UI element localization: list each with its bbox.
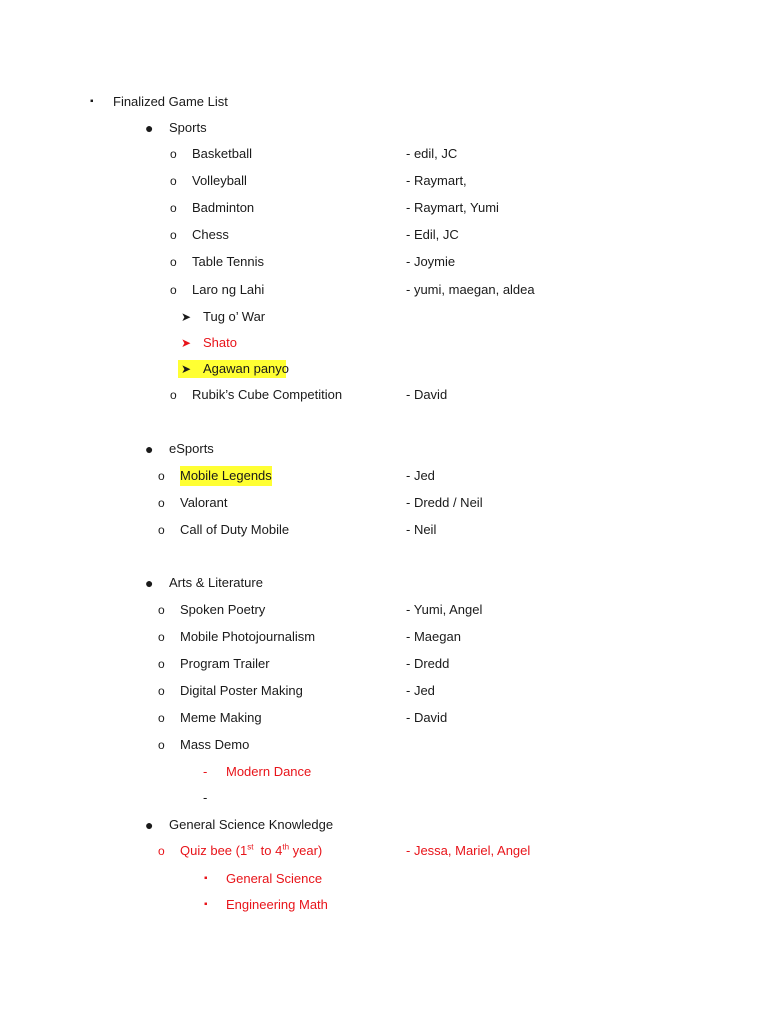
circle-bullet-icon: o xyxy=(158,657,165,671)
sub-list-item xyxy=(0,307,768,327)
event-name: Valorant xyxy=(180,495,228,510)
sub-list-item xyxy=(0,788,768,808)
quiz-name-prefix: Quiz bee (1 xyxy=(180,843,248,858)
sub-list-item xyxy=(0,869,768,889)
section-label: Sports xyxy=(169,120,207,135)
section-sports-heading xyxy=(0,118,768,138)
event-assignee: - Jessa, Mariel, Angel xyxy=(406,843,531,858)
dash-bullet-icon: - xyxy=(203,790,208,805)
event-name: Chess xyxy=(192,227,229,242)
event-assignee: - Raymart, Yumi xyxy=(406,200,499,215)
circle-bullet-icon: o xyxy=(170,147,177,161)
quiz-name-suffix: year) xyxy=(289,843,323,858)
event-name: Meme Making xyxy=(180,710,262,725)
sub-event-name: Agawan panyo xyxy=(203,361,290,376)
list-item xyxy=(0,681,768,701)
sub-event-name: General Science xyxy=(226,871,323,886)
section-esports-heading xyxy=(0,439,768,459)
list-item xyxy=(0,735,768,755)
sub-list-item xyxy=(0,762,768,782)
circle-bullet-icon: o xyxy=(158,844,165,858)
sub-event-name: Engineering Math xyxy=(226,897,328,912)
event-assignee: - Joymie xyxy=(406,254,456,269)
sub-list-item xyxy=(0,359,768,379)
dot-bullet-icon: ● xyxy=(145,817,154,833)
circle-bullet-icon: o xyxy=(170,255,177,269)
circle-bullet-icon: o xyxy=(158,496,165,510)
sub-event-name: Tug o’ War xyxy=(203,309,266,324)
sub-list-item xyxy=(0,333,768,353)
event-name: Rubik’s Cube Competition xyxy=(192,387,343,402)
list-item xyxy=(0,841,768,861)
circle-bullet-icon: o xyxy=(170,283,177,297)
sub-event-name: Modern Dance xyxy=(226,764,312,779)
section-science-heading xyxy=(0,815,768,835)
circle-bullet-icon: o xyxy=(158,630,165,644)
circle-bullet-icon: o xyxy=(158,603,165,617)
circle-bullet-icon: o xyxy=(158,738,165,752)
event-name: Basketball xyxy=(192,146,252,161)
event-assignee: - Jed xyxy=(406,683,435,698)
event-assignee: - yumi, maegan, aldea xyxy=(406,282,535,297)
list-item xyxy=(0,466,768,486)
section-label: eSports xyxy=(169,441,214,456)
quiz-name-mid: to 4 xyxy=(253,843,283,858)
ordinal-suffix: th xyxy=(282,842,290,852)
list-item xyxy=(0,708,768,728)
event-assignee: - Jed xyxy=(406,468,435,483)
circle-bullet-icon: o xyxy=(170,174,177,188)
list-item xyxy=(0,385,768,405)
square-bullet-icon: ▪ xyxy=(90,96,94,107)
circle-bullet-icon: o xyxy=(158,711,165,725)
list-item xyxy=(0,198,768,218)
event-name: Table Tennis xyxy=(192,254,265,269)
list-item xyxy=(0,280,768,300)
section-label: Arts & Literature xyxy=(169,575,263,590)
event-name: Call of Duty Mobile xyxy=(180,522,290,537)
section-label: General Science Knowledge xyxy=(169,817,334,832)
arrow-bullet-icon: ➤ xyxy=(181,336,192,350)
sub-event-name: Shato xyxy=(203,335,237,350)
event-assignee: - Edil, JC xyxy=(406,227,459,242)
event-assignee: - Dredd xyxy=(406,656,450,671)
circle-bullet-icon: o xyxy=(158,469,165,483)
section-arts-heading xyxy=(0,573,768,593)
circle-bullet-icon: o xyxy=(158,523,165,537)
list-item xyxy=(0,520,768,540)
event-name: Spoken Poetry xyxy=(180,602,266,617)
event-assignee: - Raymart, xyxy=(406,173,467,188)
event-name: Program Trailer xyxy=(180,656,270,671)
event-assignee: - Neil xyxy=(406,522,437,537)
game-list-title-row xyxy=(0,92,768,112)
circle-bullet-icon: o xyxy=(158,684,165,698)
ordinal-suffix: st xyxy=(247,842,254,852)
event-assignee: - David xyxy=(406,710,448,725)
list-item xyxy=(0,144,768,164)
sub-list-item xyxy=(0,895,768,915)
square-bullet-icon: ▪ xyxy=(204,899,208,910)
square-bullet-icon: ▪ xyxy=(204,873,208,884)
list-item xyxy=(0,252,768,272)
dot-bullet-icon: ● xyxy=(145,120,154,136)
event-name: Volleyball xyxy=(192,173,247,188)
list-item xyxy=(0,654,768,674)
list-item xyxy=(0,171,768,191)
arrow-bullet-icon: ➤ xyxy=(181,362,192,376)
dot-bullet-icon: ● xyxy=(145,441,154,457)
event-assignee: - Yumi, Angel xyxy=(406,602,483,617)
event-name: Mobile Legends xyxy=(180,466,272,486)
dot-bullet-icon: ● xyxy=(145,575,154,591)
list-item xyxy=(0,225,768,245)
event-name: Laro ng Lahi xyxy=(192,282,265,297)
arrow-bullet-icon: ➤ xyxy=(181,310,192,324)
circle-bullet-icon: o xyxy=(170,201,177,215)
event-assignee: - edil, JC xyxy=(406,146,458,161)
page-title: Finalized Game List xyxy=(113,94,228,109)
list-item xyxy=(0,493,768,513)
circle-bullet-icon: o xyxy=(170,228,177,242)
event-assignee: - David xyxy=(406,387,448,402)
event-name: Mobile Photojournalism xyxy=(180,629,316,644)
event-name: Mass Demo xyxy=(180,737,250,752)
event-name: Digital Poster Making xyxy=(180,683,303,698)
list-item xyxy=(0,600,768,620)
event-name xyxy=(180,841,322,861)
dash-bullet-icon: - xyxy=(203,764,208,779)
event-name: Badminton xyxy=(192,200,255,215)
event-assignee: - Maegan xyxy=(406,629,461,644)
event-assignee: - Dredd / Neil xyxy=(406,495,483,510)
circle-bullet-icon: o xyxy=(170,388,177,402)
list-item xyxy=(0,627,768,647)
